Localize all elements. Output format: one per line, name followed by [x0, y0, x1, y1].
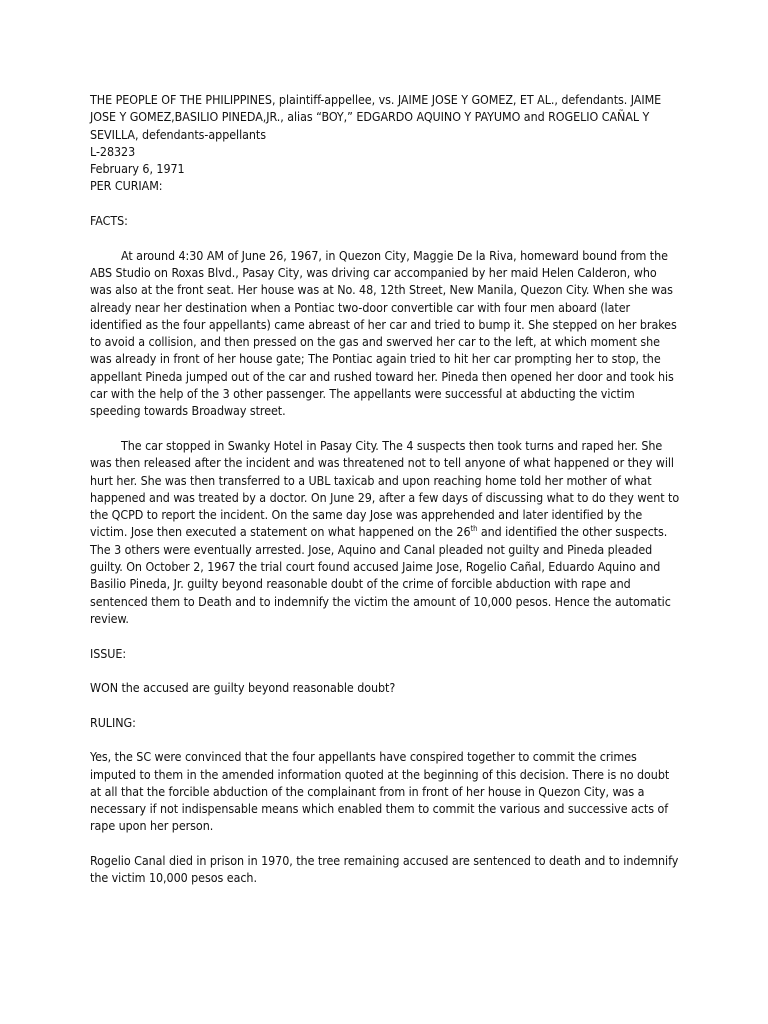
facts-paragraph-1: At around 4:30 AM of June 26, 1967, in Quezon City, Maggie De la Riva, homeward bound from the ABS Studio on Roxas Blvd., Pasay City, was driving car accompanied by her maid Helen Calderon, who was also at the front seat. Her house was at No. 48, 12th Street, New Manila, Quezon City. When she was already near her destination when a Pontiac two-door convertible car with four men aboard (later identified as the four appellants) came abreast of her car and tried to bump it. She stepped on her brakes to avoid a collision, and then pressed on the gas and swerved her car to the left, at which moment she was already in front of her house gate; The Pontiac again tried to hit her car prompting her to stop, the appellant Pineda jumped out of the car and rushed toward her. Pineda then opened her door and took his car with the help of the 3 other passenger. The appellants were successful at abducting the victim speeding towards Broadway street. [90, 247, 677, 419]
ruling-paragraph-2: Rogelio Canal died in prison in 1970, the tree remaining accused are sentenced to death and to indemnify the victim 10,000 pesos each. [90, 853, 679, 886]
case-caption [90, 91, 680, 195]
per-curiam-label: PER CURIAM: [90, 178, 163, 194]
docket-number: L-28323 [90, 143, 136, 159]
ruling-paragraph-1: Yes, the SC were convinced that the four appellants have conspired together to commit the crimes imputed to them in the amended information quoted at the beginning of this decision. There is no doubt at all that the forcible abduction of the complainant from in front of her house in Quezon City, was a necessary if not indispensable means which enabled them to commit the various and successive acts of rape upon her person. [90, 749, 670, 834]
case-title: THE PEOPLE OF THE PHILIPPINES, plaintiff-appellee, vs. JAIME JOSE Y GOMEZ, ET AL., defendants. JAIME JOSE Y GOMEZ,BASILIO PINEDA,JR., alias “BOY,” EDGARDO AQUINO Y PAYUMO and ROGELIO CAÑAL Y SEVILLA, defendants-appellants [90, 92, 662, 142]
facts-paragraph-2 [90, 437, 680, 627]
issue-heading: ISSUE: [90, 645, 127, 661]
facts-paragraph-2-text-b: and identified the other suspects. The 3 others were eventually arrested. Jose, Aquino and Canal pleaded not guilty and Pineda pleaded guilty. On October 2, 1967 the trial court found accused Jaime Jose, Rogelio Cañal, Eduardo Aquino and Basilio Pineda, Jr. guilty beyond reasonable doubt of the crime of forcible abduction with rape and sentenced them to Death and to indemnify the victim the amount of 10,000 pesos. Hence the automatic review. [90, 524, 671, 626]
ordinal-superscript: th [470, 524, 478, 534]
case-digest-page [90, 91, 680, 887]
ruling-heading: RULING: [90, 714, 136, 730]
facts-paragraph-2-text-a: The car stopped in Swanky Hotel in Pasay City. The 4 suspects then took turns and raped her. She was then released after the incident and was threatened not to tell anyone of what happened or they will hurt her. She was then transferred to a UBL taxicab and upon reaching home told her mother of what happened and was treated by a doctor. On June 29, after a few days of discussing what to do they went to the QCPD to report the incident. On the same day Jose was apprehended and later identified by the victim. Jose then executed a statement on what happened on the 26 [90, 437, 680, 540]
facts-heading: FACTS: [90, 213, 128, 229]
issue-text: WON the accused are guilty beyond reasonable doubt? [90, 680, 396, 696]
decision-date: February 6, 1971 [90, 161, 185, 177]
